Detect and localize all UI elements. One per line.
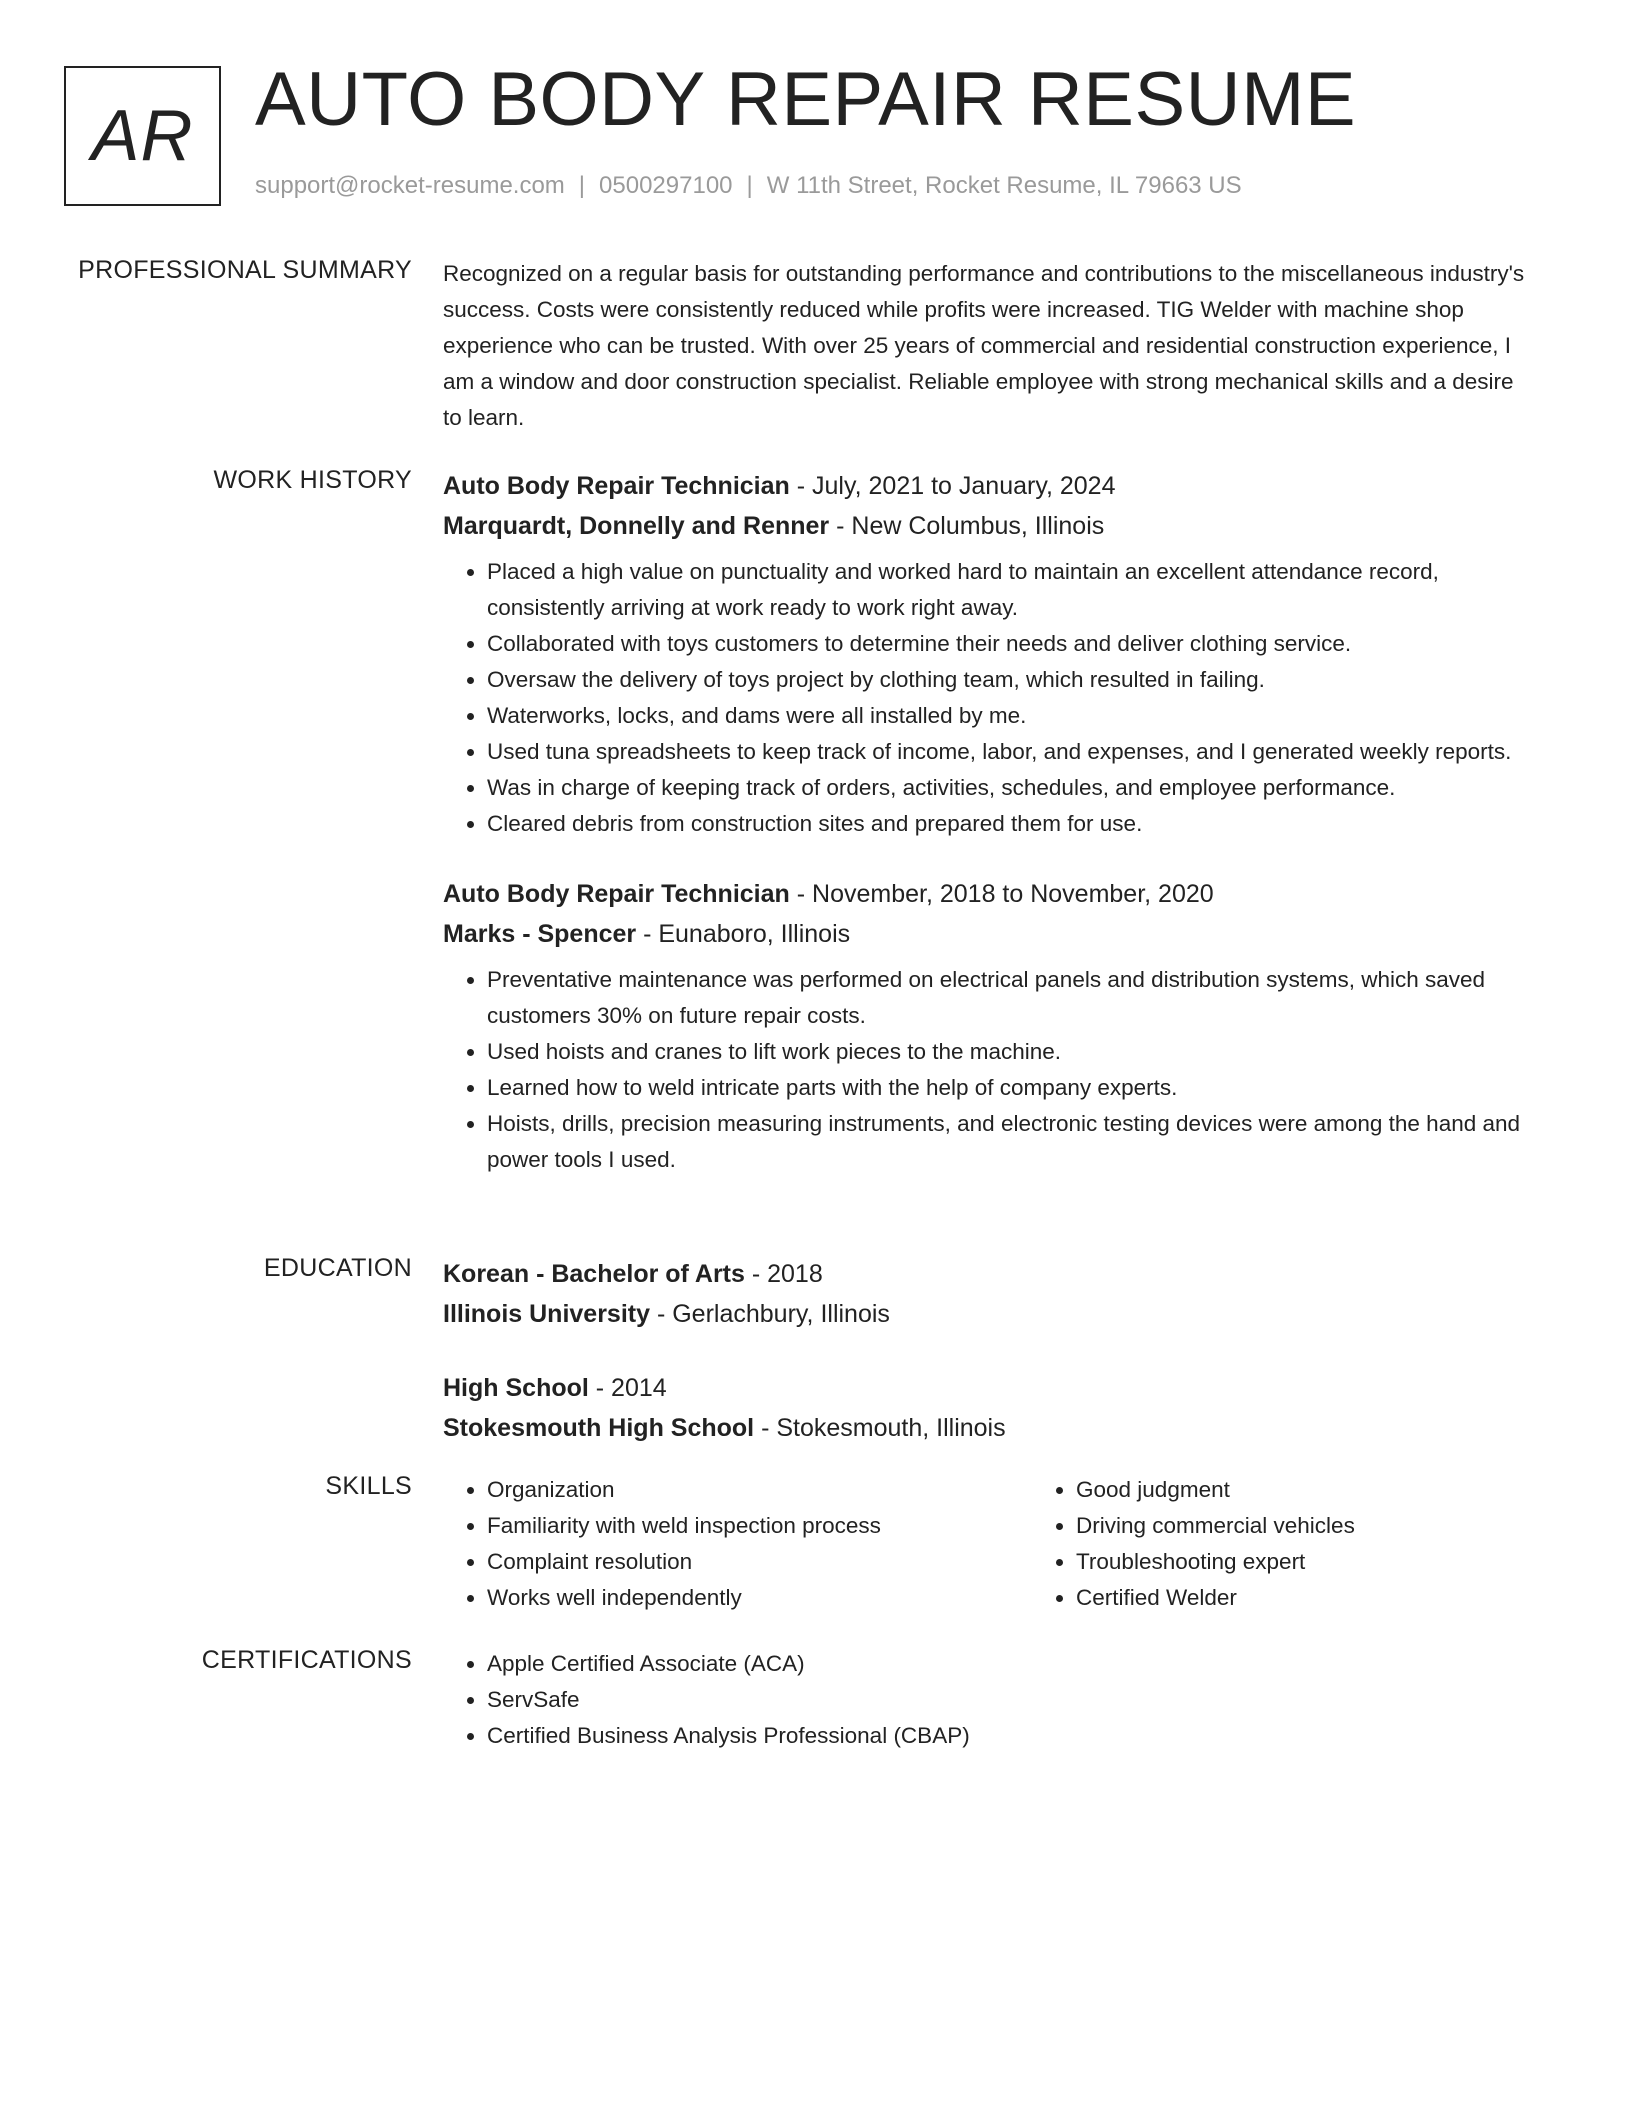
skill-item: • Troubleshooting expert (1076, 1544, 1355, 1580)
job-company-line (443, 914, 1533, 954)
job-entry (443, 466, 1533, 842)
work-history-body (443, 466, 1533, 1178)
skills-grid (443, 1472, 1533, 1616)
contact-email: support@rocket-resume.com (255, 172, 565, 199)
contact-address: W 11th Street, Rocket Resume, IL 79663 US (766, 172, 1242, 199)
job-bullet: • Used tuna spreadsheets to keep track of income, labor, and expenses, and I generated weekly reports. (487, 734, 1533, 770)
education-body (443, 1254, 1533, 1448)
education-location: - Gerlachbury, Illinois (650, 1300, 890, 1328)
job-bullets (443, 554, 1533, 842)
skill-item: • Certified Welder (1076, 1580, 1355, 1616)
job-location: - Eunaboro, Illinois (636, 920, 851, 948)
skills-body (443, 1472, 1533, 1616)
education-year: - 2018 (744, 1260, 823, 1288)
resume-title: AUTO BODY REPAIR RESUME (255, 57, 1357, 142)
monogram-badge (64, 66, 221, 206)
summary-text: Recognized on a regular basis for outstanding performance and contributions to the miscellaneous industry's success. Costs were consistently reduced while profits were increased. TIG Welder with machine shop experience who can be trusted. With over 25 years of commercial and residential construction experience, I am a window and door construction specialist. Reliable employee with strong mechanical skills and a desire to learn. (443, 261, 1525, 430)
job-bullet: • Learned how to weld intricate parts with the help of company experts. (487, 1070, 1533, 1106)
skill-item: • Driving commercial vehicles (1076, 1508, 1355, 1544)
contact-separator: | (578, 172, 586, 199)
education-school: Illinois University (443, 1300, 651, 1328)
job-bullet: • Waterworks, locks, and dams were all installed by me. (487, 698, 1533, 734)
section-heading-work-history: WORK HISTORY (213, 466, 412, 494)
education-degree: High School (443, 1374, 589, 1402)
job-company: Marquardt, Donnelly and Renner (443, 512, 830, 540)
job-title-line (443, 874, 1533, 914)
certifications-body (443, 1646, 1533, 1754)
certification-item: • Apple Certified Associate (ACA) (487, 1646, 1533, 1682)
summary-body (443, 256, 1533, 436)
education-school-line (443, 1294, 1533, 1334)
contact-line (255, 172, 1242, 200)
education-degree-line (443, 1254, 1533, 1294)
section-heading-education: EDUCATION (263, 1254, 412, 1282)
education-school: Stokesmouth High School (443, 1414, 755, 1442)
skill-item: • Organization (487, 1472, 1032, 1508)
job-bullet: • Cleared debris from construction sites and prepared them for use. (487, 806, 1533, 842)
skills-column-left (443, 1472, 1032, 1616)
skills-column-right (1032, 1472, 1355, 1616)
section-heading-certifications: CERTIFICATIONS (201, 1646, 412, 1674)
job-bullet: • Used hoists and cranes to lift work pieces to the machine. (487, 1034, 1533, 1070)
job-bullet: • Collaborated with toys customers to determine their needs and deliver clothing service. (487, 626, 1533, 662)
job-location: - New Columbus, Illinois (829, 512, 1105, 540)
job-title-line (443, 466, 1533, 506)
contact-separator: | (746, 172, 753, 199)
education-year: - 2014 (588, 1374, 667, 1402)
education-school-line (443, 1408, 1533, 1448)
job-dates: - November, 2018 to November, 2020 (789, 880, 1214, 908)
job-title: Auto Body Repair Technician (443, 472, 790, 500)
job-bullet: • Placed a high value on punctuality and worked hard to maintain an excellent attendance record, consistently arriving at work ready to work right away. (487, 554, 1533, 626)
job-company-line (443, 506, 1533, 546)
job-company: Marks - Spencer (443, 920, 637, 948)
education-degree-line (443, 1368, 1533, 1408)
monogram-initials: AR (91, 96, 194, 176)
certification-item: • Certified Business Analysis Professional (CBAP) (487, 1718, 1533, 1754)
job-bullets (443, 962, 1533, 1178)
section-heading-summary: PROFESSIONAL SUMMARY (78, 256, 412, 284)
job-entry (443, 874, 1533, 1178)
job-title: Auto Body Repair Technician (443, 880, 790, 908)
job-bullet: • Hoists, drills, precision measuring instruments, and electronic testing devices were among the hand and power tools I used. (487, 1106, 1533, 1178)
education-entry (443, 1368, 1533, 1448)
section-heading-skills: SKILLS (325, 1472, 412, 1500)
skill-item: • Familiarity with weld inspection process (487, 1508, 1032, 1544)
certifications-list (443, 1646, 1533, 1754)
skill-item: • Good judgment (1076, 1472, 1355, 1508)
education-entry (443, 1254, 1533, 1334)
job-dates: - July, 2021 to January, 2024 (789, 472, 1116, 500)
education-degree: Korean - Bachelor of Arts (443, 1260, 745, 1288)
skill-item: • Works well independently (487, 1580, 1032, 1616)
certification-item: • ServSafe (487, 1682, 1533, 1718)
job-bullet: • Oversaw the delivery of toys project by clothing team, which resulted in failing. (487, 662, 1533, 698)
contact-phone: 0500297100 (599, 172, 733, 199)
job-bullet: • Was in charge of keeping track of orders, activities, schedules, and employee performance. (487, 770, 1533, 806)
job-bullet: • Preventative maintenance was performed on electrical panels and distribution systems, which saved customers 30% on future repair costs. (487, 962, 1533, 1034)
skill-item: • Complaint resolution (487, 1544, 1032, 1580)
education-location: - Stokesmouth, Illinois (754, 1414, 1006, 1442)
